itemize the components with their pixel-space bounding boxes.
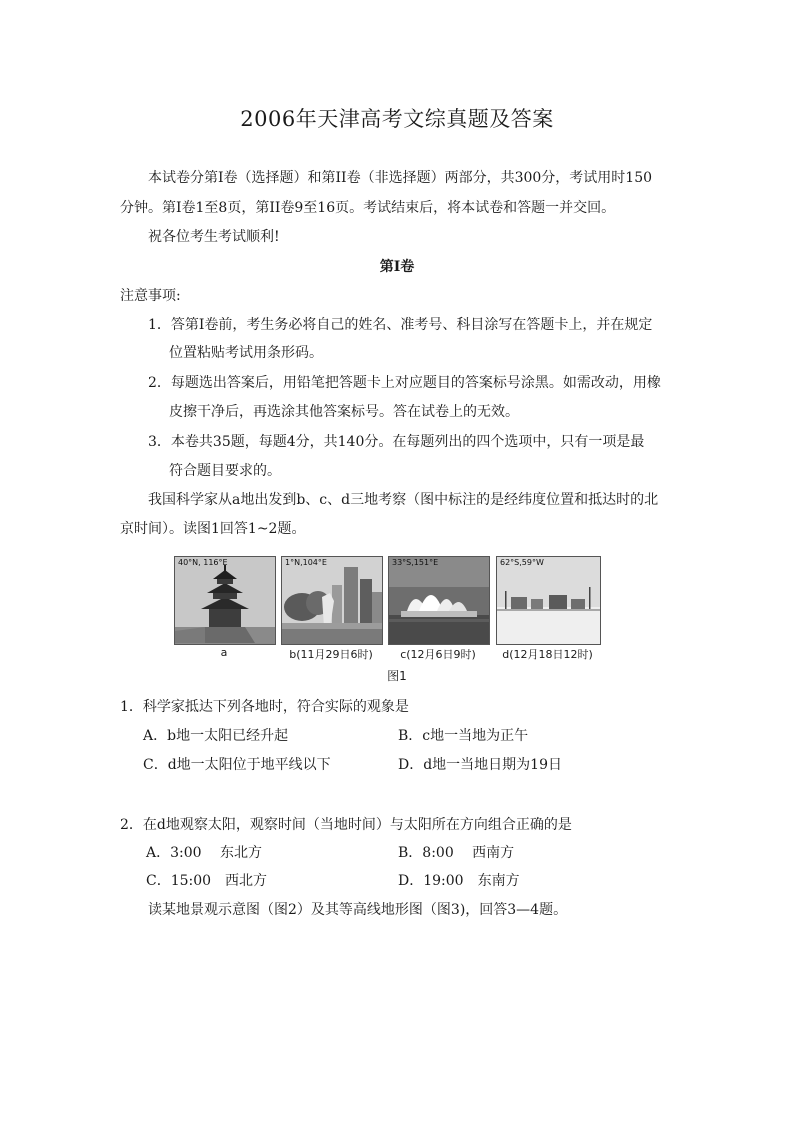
photo-a-coord: 40°N, 116°E: [178, 558, 228, 567]
intro-line-1: 本试卷分第Ⅰ卷（选择题）和第II卷（非选择题）两部分，共300分，考试用时150: [148, 170, 653, 186]
note-2-line-2: 皮擦干净后，再选涂其他答案标号。答在试卷上的无效。: [169, 404, 519, 420]
photo-c-caption: c(12月6日9时): [400, 648, 476, 661]
photo-d-coord: 62°S,59°W: [500, 558, 544, 567]
passage-line-1: 我国科学家从a地出发到b、c、d三地考察（图中标注的是经纬度位置和抵达时的北: [148, 492, 659, 508]
q2-option-a: A．3:00 东北方: [146, 845, 262, 861]
page-title: 2006年天津高考文综真题及答案: [240, 107, 554, 131]
photo-a-temple-of-heaven: [174, 556, 276, 645]
q1-option-d: D．d地一当地日期为19日: [398, 757, 563, 773]
section-heading: 第Ⅰ卷: [379, 259, 415, 275]
singapore-illustration: [282, 557, 382, 644]
photo-b-singapore: [281, 556, 383, 645]
q1-stem: 1．科学家抵达下列各地时，符合实际的观象是: [120, 699, 409, 715]
photo-d-caption: d(12月18日12时): [502, 648, 593, 661]
intro-line-2: 分钟。第Ⅰ卷1至8页，第II卷9至16页。考试结束后，将本试卷和答题一并交回。: [120, 200, 616, 216]
photo-b-caption: b(11月29日6时): [289, 648, 373, 661]
q1-option-a: A．b地一太阳已经升起: [143, 728, 289, 744]
photo-c-sydney: [388, 556, 490, 645]
opera-house-illustration: [389, 557, 489, 644]
notice-label: 注意事项:: [120, 288, 181, 304]
note-2-line-1: 2．每题选出答案后，用铅笔把答题卡上对应题目的答案标号涂黑。如需改动，用橡: [148, 375, 661, 391]
figure-label: 图1: [387, 669, 407, 683]
q2-option-b: B．8:00 西南方: [398, 845, 515, 861]
photo-a-caption: a: [220, 646, 228, 659]
passage-line-2: 京时间）。读图1回答1~2题。: [120, 521, 306, 537]
note-1-line-1: 1．答第Ⅰ卷前，考生务必将自己的姓名、准考号、科目涂写在答题卡上，并在规定: [148, 317, 653, 333]
photo-c-coord: 33°S,151°E: [392, 558, 439, 567]
q2-option-c: C．15:00 西北方: [146, 873, 268, 889]
q1-option-b: B．c地一当地为正午: [398, 728, 529, 744]
note-3-line-1: 3．本卷共35题，每题4分，共140分。在每题列出的四个选项中，只有一项是最: [148, 434, 645, 450]
note-1-line-2: 位置粘贴考试用条形码。: [169, 345, 323, 361]
temple-illustration: [175, 557, 275, 644]
next-passage: 读某地景观示意图（图2）及其等高线地形图（图3)，回答3—4题。: [148, 902, 568, 918]
photo-b-coord: 1°N,104°E: [285, 558, 327, 567]
photo-d-antarctic-station: [496, 556, 601, 645]
station-illustration: [497, 557, 600, 644]
q2-stem: 2．在d地观察太阳，观察时间（当地时间）与太阳所在方向组合正确的是: [120, 817, 572, 833]
q2-option-d: D．19:00 东南方: [398, 873, 520, 889]
intro-line-3: 祝各位考生考试顺利!: [148, 229, 280, 245]
note-3-line-2: 符合题目要求的。: [169, 463, 281, 479]
q1-option-c: C．d地一太阳位于地平线以下: [143, 757, 331, 773]
